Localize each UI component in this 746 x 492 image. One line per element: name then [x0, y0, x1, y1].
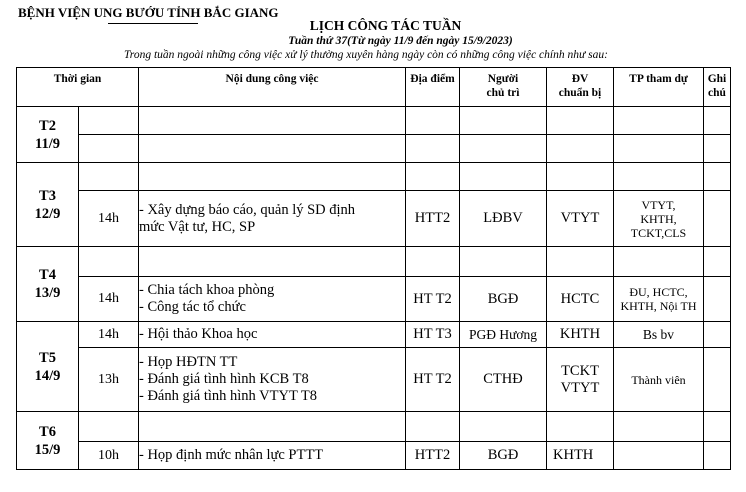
header-location: Địa điểm	[406, 68, 460, 107]
participants-cell: Bs bv	[614, 322, 704, 348]
host-cell: CTHĐ	[460, 348, 547, 412]
prep-cell: KHTH	[547, 322, 614, 348]
location-cell: HTT2	[406, 191, 460, 247]
content-cell: - Họp định mức nhân lực PTTT	[139, 442, 406, 470]
day-cell-t5: T5 14/9	[17, 322, 79, 412]
day-cell-t4: T4 13/9	[17, 247, 79, 322]
header-content: Nội dung công việc	[139, 68, 406, 107]
prep-cell: KHTH	[547, 442, 614, 470]
table-row	[17, 277, 731, 322]
prep-cell: HCTC	[547, 277, 614, 322]
content-cell: - Chia tách khoa phòng - Công tác tổ chức	[139, 277, 406, 322]
table-row	[17, 191, 731, 247]
header-participants: TP tham dự	[614, 68, 704, 107]
host-cell: LĐBV	[460, 191, 547, 247]
week-subtitle: Tuần thứ 37(Từ ngày 11/9 đến ngày 15/9/2023)	[288, 35, 513, 47]
day-cell-t3: T3 12/9	[17, 163, 79, 247]
location-cell: HT T3	[406, 322, 460, 348]
time-cell: 14h	[79, 322, 139, 348]
table-row	[17, 322, 731, 348]
schedule-table	[16, 67, 731, 470]
location-cell: HTT2	[406, 442, 460, 470]
table-row	[17, 107, 731, 135]
content-cell: - Xây dựng báo cáo, quản lý SD định mức Vật tư, HC, SP	[139, 191, 406, 247]
day-cell-t2: T2 11/9	[17, 107, 79, 163]
content-cell: - Họp HĐTN TT - Đánh giá tình hình KCB T8 - Đánh giá tình hình VTYT T8	[139, 348, 406, 412]
time-cell: 14h	[79, 191, 139, 247]
intro-text: Trong tuần ngoài những công việc xử lý thường xuyên hàng ngày còn có những công việc chính như sau:	[124, 49, 608, 61]
prep-cell: TCKT VTYT	[547, 348, 614, 412]
table-row	[17, 442, 731, 470]
header-host: Người chủ trì	[460, 68, 547, 107]
day-cell-t6: T6 15/9	[17, 412, 79, 470]
location-cell: HT T2	[406, 348, 460, 412]
hospital-name: BỆNH VIỆN UNG BƯỚU TỈNH BẮC GIANG	[18, 5, 279, 20]
header-prep: ĐV chuẩn bị	[547, 68, 614, 107]
content-cell: - Hội thảo Khoa học	[139, 322, 406, 348]
host-cell: BGĐ	[460, 442, 547, 470]
table-row	[17, 135, 731, 163]
header-notes: Ghi chú	[704, 68, 731, 107]
time-cell: 13h	[79, 348, 139, 412]
participants-cell: ĐU, HCTC, KHTH, Nội TH	[614, 277, 704, 322]
table-row	[17, 163, 731, 191]
host-cell: PGĐ Hương	[460, 322, 547, 348]
time-cell: 10h	[79, 442, 139, 470]
table-row	[17, 348, 731, 412]
header-time: Thời gian	[17, 68, 139, 107]
table-row	[17, 412, 731, 442]
header-row	[17, 68, 731, 107]
host-cell: BGĐ	[460, 277, 547, 322]
participants-cell: Thành viên	[614, 348, 704, 412]
table-row	[17, 247, 731, 277]
schedule-title: LỊCH CÔNG TÁC TUẦN	[309, 18, 462, 33]
participants-cell: VTYT, KHTH, TCKT,CLS	[614, 191, 704, 247]
time-cell: 14h	[79, 277, 139, 322]
location-cell: HT T2	[406, 277, 460, 322]
prep-cell: VTYT	[547, 191, 614, 247]
